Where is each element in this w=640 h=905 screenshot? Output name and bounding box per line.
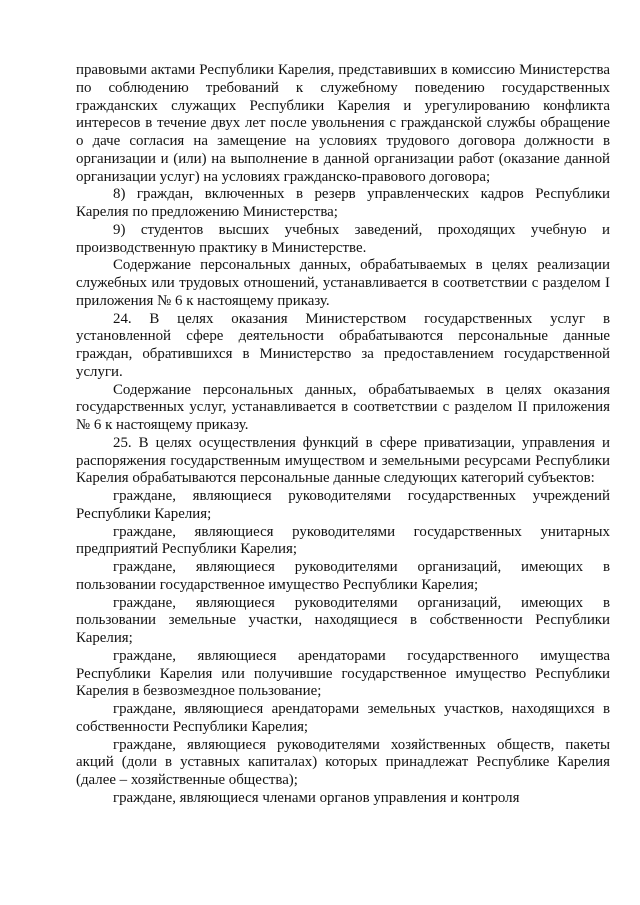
- document-page: [76, 62, 610, 808]
- paragraph-category-property-tenants: граждане, являющиеся арендаторами государственного имущества Республики Карелия или получившие государственное имущество Республики Карелия в безвозмездное пользование;: [76, 647, 610, 700]
- paragraph-category-institution-heads: граждане, являющиеся руководителями государственных учреждений Республики Карелия;: [76, 488, 610, 522]
- paragraph-content-section-2: Содержание персональных данных, обрабатываемых в целях оказания государственных услуг, устанавливается в соответствии с разделом II приложения № 6 к настоящему приказу.: [76, 381, 610, 433]
- paragraph-category-land-users: граждане, являющиеся руководителями организаций, имеющих в пользовании земельные участки, находящиеся в собственности Республики Карелия;: [76, 594, 610, 646]
- paragraph-clause-25: 25. В целях осуществления функций в сфере приватизации, управления и распоряжения государственным имуществом и земельными ресурсами Республики Карелия обрабатываются персональные данные следующих категорий субъектов:: [76, 434, 610, 487]
- paragraph-category-board-members: граждане, являющиеся членами органов управления и контроля: [113, 789, 520, 806]
- paragraph-category-enterprise-heads: граждане, являющиеся руководителями государственных унитарных предприятий Республики Карелия;: [76, 523, 610, 558]
- paragraph-category-land-tenants: граждане, являющиеся арендаторами земельных участков, находящихся в собственности Республики Карелия;: [76, 701, 610, 735]
- paragraph-content-section-1: Содержание персональных данных, обрабатываемых в целях реализации служебных или трудовых отношений, устанавливается в соответствии с разделом I приложения № 6 к настоящему приказу.: [76, 257, 610, 309]
- paragraph-item-8: 8) граждан, включенных в резерв управленческих кадров Республики Карелия по предложению Министерства;: [76, 186, 610, 220]
- paragraph-category-property-users: граждане, являющиеся руководителями организаций, имеющих в пользовании государственное имущество Республики Карелия;: [76, 559, 610, 593]
- paragraph-category-company-heads: граждане, являющиеся руководителями хозяйственных обществ, пакеты акций (доли в уставных капиталах) которых принадлежат Республике Карелия (далее – хозяйственные общества);: [76, 736, 610, 788]
- paragraph-item-9: 9) студентов высших учебных заведений, проходящих учебную и производственную практику в Министерстве.: [76, 221, 610, 256]
- paragraph-clause-24: 24. В целях оказания Министерством государственных услуг в установленной сфере деятельности обрабатываются персональные данные граждан, обратившихся в Министерство за предоставлением государственной услуги.: [76, 310, 610, 380]
- paragraph-continuation-subjects: правовыми актами Республики Карелия, представивших в комиссию Министерства по соблюдению требований к служебному поведению государственных гражданских служащих Республики Карелия и урегулированию конфликта интересов в течение двух лет после увольнения с гражданской службы обращение о даче согласия на замещение на условиях трудового договора должности в организации и (или) на выполнение в данной организации работ (оказание данной организации услуг) на условиях гражданско-правового договора;: [76, 62, 610, 185]
